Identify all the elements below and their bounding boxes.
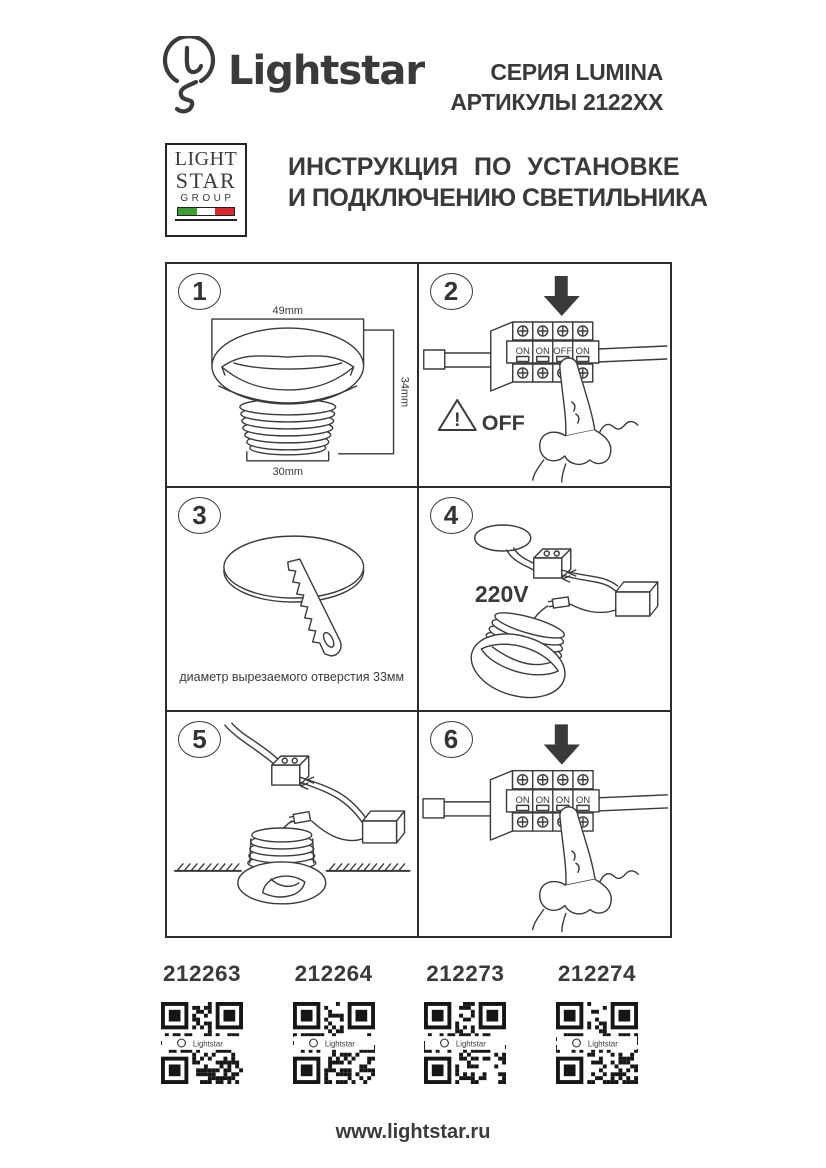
plug-connector	[289, 812, 310, 824]
svg-text:Lightstar: Lightstar	[587, 1039, 618, 1049]
step-number-2: 2	[430, 273, 473, 310]
article-code: 212274	[557, 961, 637, 986]
series-articles: АРТИКУЛЫ 2122XX	[450, 89, 663, 115]
step-1-panel	[167, 264, 419, 488]
voltage-label: 220V	[474, 581, 529, 607]
dim-width-label: 49mm	[272, 305, 304, 318]
warning-mark: !	[453, 410, 460, 431]
step-2-panel	[419, 264, 671, 488]
dim-thread-label: 30mm	[272, 465, 304, 478]
article-code: 212273	[426, 961, 505, 986]
step-number-4: 4	[430, 497, 473, 534]
switch-1-label: ON	[515, 346, 530, 357]
article-code: 212264	[294, 961, 373, 986]
group-logo-light: LIGHT	[174, 148, 238, 170]
step-4-panel	[419, 488, 671, 712]
article-code: 212263	[162, 961, 242, 986]
recessed-fixture	[238, 828, 326, 904]
page-title	[288, 152, 708, 214]
switch-2-label: ON	[535, 346, 550, 357]
led-driver-box	[615, 582, 657, 616]
hole-diameter-caption: диаметр вырезаемого отверстия 33мм	[179, 670, 405, 684]
brand-wordmark: Lightstar	[228, 48, 425, 94]
website-url: www.lightstar.ru	[335, 1121, 491, 1143]
dim-height-label: 34mm	[398, 376, 411, 408]
switch-4-label: ON	[575, 794, 590, 806]
series-name: СЕРИЯ LUMINA	[490, 59, 663, 85]
plug-connector	[548, 597, 569, 609]
article-212263	[147, 960, 257, 1089]
terminal-block	[272, 756, 314, 789]
step-number-5: 5	[178, 721, 221, 758]
switch-1-label: ON	[514, 794, 530, 806]
step-number-6: 6	[430, 721, 473, 758]
led-driver-box	[363, 811, 405, 843]
article-212264	[279, 960, 389, 1089]
switch-4-label: ON	[575, 346, 590, 357]
article-212273	[410, 960, 520, 1089]
qr-code	[161, 1002, 243, 1084]
qr-code	[424, 1002, 506, 1084]
group-logo-star: STAR	[175, 168, 237, 193]
step-number-3: 3	[178, 497, 221, 534]
warning-off-label: OFF	[481, 411, 525, 435]
group-logo-group: GROUP	[180, 193, 235, 204]
svg-text:Lightstar: Lightstar	[192, 1039, 223, 1049]
switch-3-label: OFF	[552, 346, 572, 357]
article-list	[147, 960, 652, 1089]
lightstar-bulb-icon	[162, 36, 218, 118]
italian-flag-stripe	[177, 207, 235, 216]
fixture-tilted	[463, 604, 577, 707]
step-number-1: 1	[178, 273, 221, 310]
down-arrow-icon	[543, 724, 579, 764]
lightstar-group-logo	[165, 143, 247, 237]
series-block	[450, 57, 663, 117]
step-5-panel	[167, 712, 419, 936]
article-212274	[542, 960, 652, 1089]
logo-underline	[175, 219, 237, 221]
switch-2-label: ON	[535, 794, 550, 806]
down-arrow-icon	[543, 276, 579, 316]
switch-3-label: ON	[555, 794, 570, 806]
step-6-panel	[419, 712, 671, 936]
step-3-panel	[167, 488, 419, 712]
svg-text:Lightstar: Lightstar	[456, 1039, 487, 1049]
qr-code	[293, 1002, 375, 1084]
title-line-2: И ПОДКЛЮЧЕНИЮ СВЕТИЛЬНИКА	[288, 184, 708, 212]
svg-text:Lightstar: Lightstar	[324, 1039, 355, 1049]
title-line-1: ИНСТРУКЦИЯ ПО УСТАНОВКЕ	[288, 153, 680, 181]
instruction-grid	[165, 262, 672, 938]
qr-code	[556, 1002, 638, 1084]
